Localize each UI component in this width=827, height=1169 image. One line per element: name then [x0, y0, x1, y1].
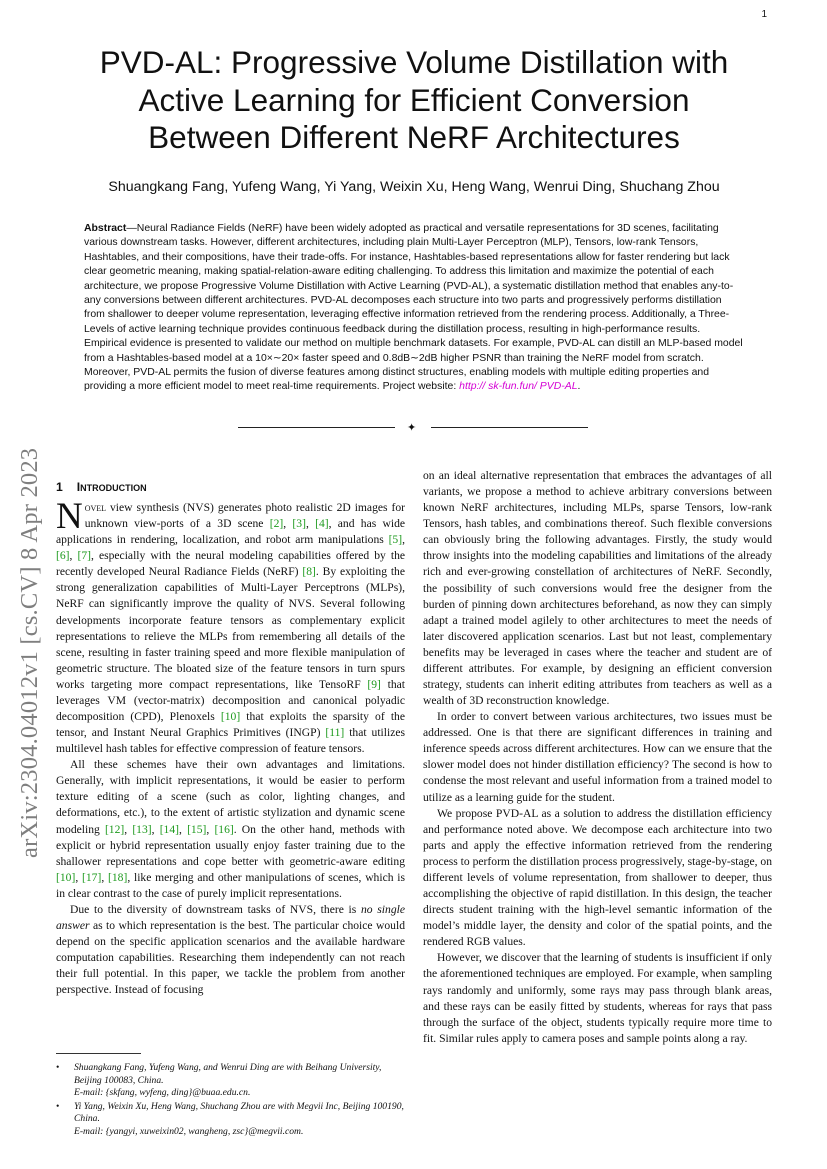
text-run: , like merging and other manipulations of scenes, which is in clear contrast to the case of purely implicit representations.	[56, 870, 406, 900]
paragraph: on an ideal alternative representation that embraces the advantages of all variants, we propose a method to achieve arbitrary conversions between known NeRF architectures, including MLPs, sparse Tensors, low-rank Tensors, hash tables, and combinations thereof. Such flexible conversions can obviously bring the following advantages. Firstly, the study would throw insights into the modeling capabilities and limitations of the already rich and ever-growing constellation of architectures of NeRF. Secondly, the possibility of such conversions would free the designer from the burden of pinning down architectures beforehand, as now they can simply adapt a trained model agilely to other architectures to meet the needs of later discovered application scenarios. Last but not least, complementary benefits may be leveraged in cases where the teacher and student are of different attributes. For example, by designing an efficient conversion strategy, students can inherit editing attributes from teachers as well as a wealth of 3D reconstruction knowledge.	[423, 469, 772, 708]
title-line: Between Different NeRF Architectures	[148, 119, 680, 155]
text-run: ,	[151, 822, 160, 836]
paragraph	[56, 496, 406, 757]
text-run: ,	[402, 533, 405, 547]
footnote	[56, 1062, 405, 1100]
citation-link[interactable]: [12]	[104, 822, 125, 836]
citation-link[interactable]: [3]	[292, 517, 306, 531]
paragraph	[56, 902, 405, 998]
text-run: All these schemes have their own advantages and limitations. Generally, with implicit representations, it would be easier to perform texture editing of a scene (such as color, lighting changes, and deformations, etc.), to the extent of artistic stylization and dynamic scene modeling	[56, 758, 405, 836]
first-word: ovel	[84, 501, 107, 514]
citation-link[interactable]: [13]	[132, 822, 152, 836]
right-column	[423, 468, 772, 1047]
footnote-affiliation: Yi Yang, Weixin Xu, Heng Wang, Shuchang Zhou are with Megvii Inc, Beijing 100190, China.	[74, 1100, 404, 1124]
text-run: ,	[305, 517, 316, 531]
citation-link[interactable]: [11]	[325, 726, 345, 740]
divider-diamond-icon: ✦	[407, 422, 417, 434]
paragraph: However, we discover that the learning of students is insufficient if only the aforementioned techniques are employed. For example, when sampling rays randomly and uniformly, some rays may pass through blank areas, and these rays can be easily fitted by students, whereas for rays that pass through the surface of the object, students typically require more time to fit. Similar rules apply to camera poses and sample points along a ray.	[423, 951, 772, 1045]
abstract-text: —Neural Radiance Fields (NeRF) have been widely adopted as practical and versatile representations for 3D scenes, facilitating various downstream tasks. However, different architectures, including plain Multi-Layer Perceptron (MLP), Tensors, low-rank Tensors, Hashtables, and their compositions, have their trade-offs. For instance, Hashtables-based representations allow for faster rendering but lack clear geometric meaning, making spatial-relation-aware editing challenging. To address this limitation and maximize the potential of each architecture, we propose Progressive Volume Distillation with Active Learning (PVD-AL), a systematic distillation method that enables any-to-any conversions between different architectures. PVD-AL decomposes each structure into two parts and progressively performs distillation from shallower to deeper volume representation, leveraging effective information retrieved from the rendering process. Additionally, a Three-Levels of active learning technique provides continuous feedback during the distillation process, resulting in high-performance results. Empirical evidence is presented to validate our method on multiple benchmark datasets. For example, PVD-AL can distill an MLP-based model from a Hashtables-based model at a 10×∼20× faster speed and 0.8dB∼2dB higher PSNR than training the NeRF model from scratch. Moreover, PVD-AL permits the fusion of diverse features among distinct structures, enabling models with multiple editing properties and providing a more efficient model to meet real-time requirements. Project website:	[84, 223, 743, 393]
citation-link[interactable]: [10]	[220, 710, 241, 724]
text-run: as to which representation is the best. The particular choice would depend on the specific application scenarios and the available hardware computation capabilities. Researching them independently can not reach their full potential. In this paper, we tackle the problem from another perspective. Instead of focusing	[56, 919, 405, 997]
text-run: that utilizes multilevel hash tables for effective compression of feature tensors.	[56, 726, 406, 756]
section-number: 1	[56, 480, 63, 494]
project-website-link[interactable]: http:// sk-fun.fun/ PVD-AL	[459, 381, 578, 393]
arxiv-identifier: arXiv:2304.04012v1 [cs.CV] 8 Apr 2023	[16, 447, 43, 858]
paragraph	[56, 757, 405, 902]
footnote	[56, 1101, 405, 1139]
text-run: ,	[101, 870, 108, 884]
emphasis: no single answer	[56, 902, 405, 933]
footnote-affiliation: Shuangkang Fang, Yufeng Wang, and Wenrui Ding are with Beihang University, Beijing 100083, China.	[74, 1062, 382, 1086]
abstract-label: Abstract	[84, 223, 127, 234]
divider-line-right	[431, 427, 588, 428]
citation-link[interactable]: [7]	[77, 549, 92, 563]
footnotes	[56, 1062, 405, 1139]
text-run: Due to the diversity of downstream tasks of NVS, there is	[70, 902, 361, 916]
paper-title	[60, 44, 768, 157]
left-column	[56, 496, 406, 998]
citation-link[interactable]: [4]	[315, 517, 329, 531]
text-run: that leverages VM (vector-matrix) decomposition and canonical polyadic decomposition (CPD), Plenoxels	[56, 677, 405, 724]
text-run: ,	[179, 822, 188, 836]
citation-link[interactable]: [2]	[269, 517, 284, 531]
citation-link[interactable]: [14]	[159, 822, 180, 836]
section-divider	[238, 422, 588, 434]
text-run: , especially with the neural modeling capabilities offered by the recently developed Neural Radiance Fields (NeRF)	[56, 549, 406, 579]
text-run: ,	[206, 822, 215, 836]
citation-link[interactable]: [15]	[187, 822, 207, 836]
footnote-email: E-mail: {yangyi, xuweixin02, wangheng, zsc}@megvii.com.	[74, 1125, 304, 1137]
drop-cap: N	[56, 496, 83, 537]
section-heading	[56, 480, 147, 494]
citation-link[interactable]: [16]	[214, 822, 234, 836]
abstract	[84, 222, 744, 395]
text-run: . On the other hand, methods with explicit or hybrid representation usually enjoy faster training due to the shallower representations and cope better with geometric-aware editing	[56, 822, 406, 868]
paragraph: We propose PVD-AL as a solution to address the distillation efficiency and performance noted above. We decompose each architecture into two parts and apply the effective information retrieved from the rendering process to perform the distillation process progressively, stage-by-stage, on different levels of volume representation, from shallower to deeper, thus accomplishing the objective of rapid distillation. In this design, the teacher directs student training with the high-level semantic information of the model’s middle layer, the density and color of the spatial points, and the rendered RGB values.	[423, 806, 772, 949]
section-title: Introduction	[76, 480, 147, 494]
text-run: . By exploiting the strong generalization capabilities of Multi-Layer Perceptrons (MLPs), NeRF can significantly improve the quality of NVS. Several following developments incorporate feature tensors as complementary explicit representations to relieve the MLPs from remembering all details of the scene, resulting in faster training speed and more flexible manipulation of geometric structure. The bloated size of the feature tensors in turn spurs works targeting more compact representations, like TensoRF	[56, 565, 405, 691]
text-run: that exploits the sparsity of the tensor, and Instant Neural Graphics Primitives (INGP)	[56, 710, 405, 740]
citation-link[interactable]: [5]	[388, 533, 403, 547]
citation-link[interactable]: [6]	[56, 549, 70, 563]
text-run: view synthesis (NVS) generates photo realistic 2D images for unknown view-ports of a 3D scene	[84, 501, 405, 531]
citation-link[interactable]: [10]	[56, 870, 76, 884]
footnote-rule	[56, 1053, 141, 1054]
title-line: Active Learning for Efficient Conversion	[138, 81, 690, 118]
text-run: ,	[283, 517, 293, 531]
text-run: , and has wide applications in rendering, localization, and robot arm manipulations	[56, 517, 406, 547]
citation-link[interactable]: [9]	[367, 677, 381, 691]
author-list: Shuangkang Fang, Yufeng Wang, Yi Yang, Weixin Xu, Heng Wang, Wenrui Ding, Shuchang Zhou	[108, 179, 720, 195]
title-line: PVD-AL: Progressive Volume Distillation with	[99, 44, 729, 80]
citation-link[interactable]: [8]	[302, 565, 316, 579]
bullet-icon: •	[56, 1062, 60, 1073]
divider-line-left	[238, 427, 395, 428]
paragraph: In order to convert between various architectures, two issues must be addressed. One is that there are significant differences in training and inference speeds across different architectures. How can we ensure that the slower model does not hinder distillation efficiency? The second is how to condense the most relevant and useful information from a trained model to utilize as a learning guide for the student.	[423, 710, 772, 804]
text-run: ,	[75, 870, 82, 884]
abstract-end: .	[577, 381, 581, 393]
text-run: ,	[69, 549, 78, 563]
text-run: ,	[124, 822, 133, 836]
citation-link[interactable]: [18]	[108, 870, 128, 884]
bullet-icon: •	[56, 1100, 60, 1112]
citation-link[interactable]: [17]	[82, 870, 102, 884]
page-number: 1	[761, 9, 767, 20]
footnote-email: E-mail: {skfang, wyfeng, ding}@buaa.edu.cn.	[74, 1087, 251, 1098]
